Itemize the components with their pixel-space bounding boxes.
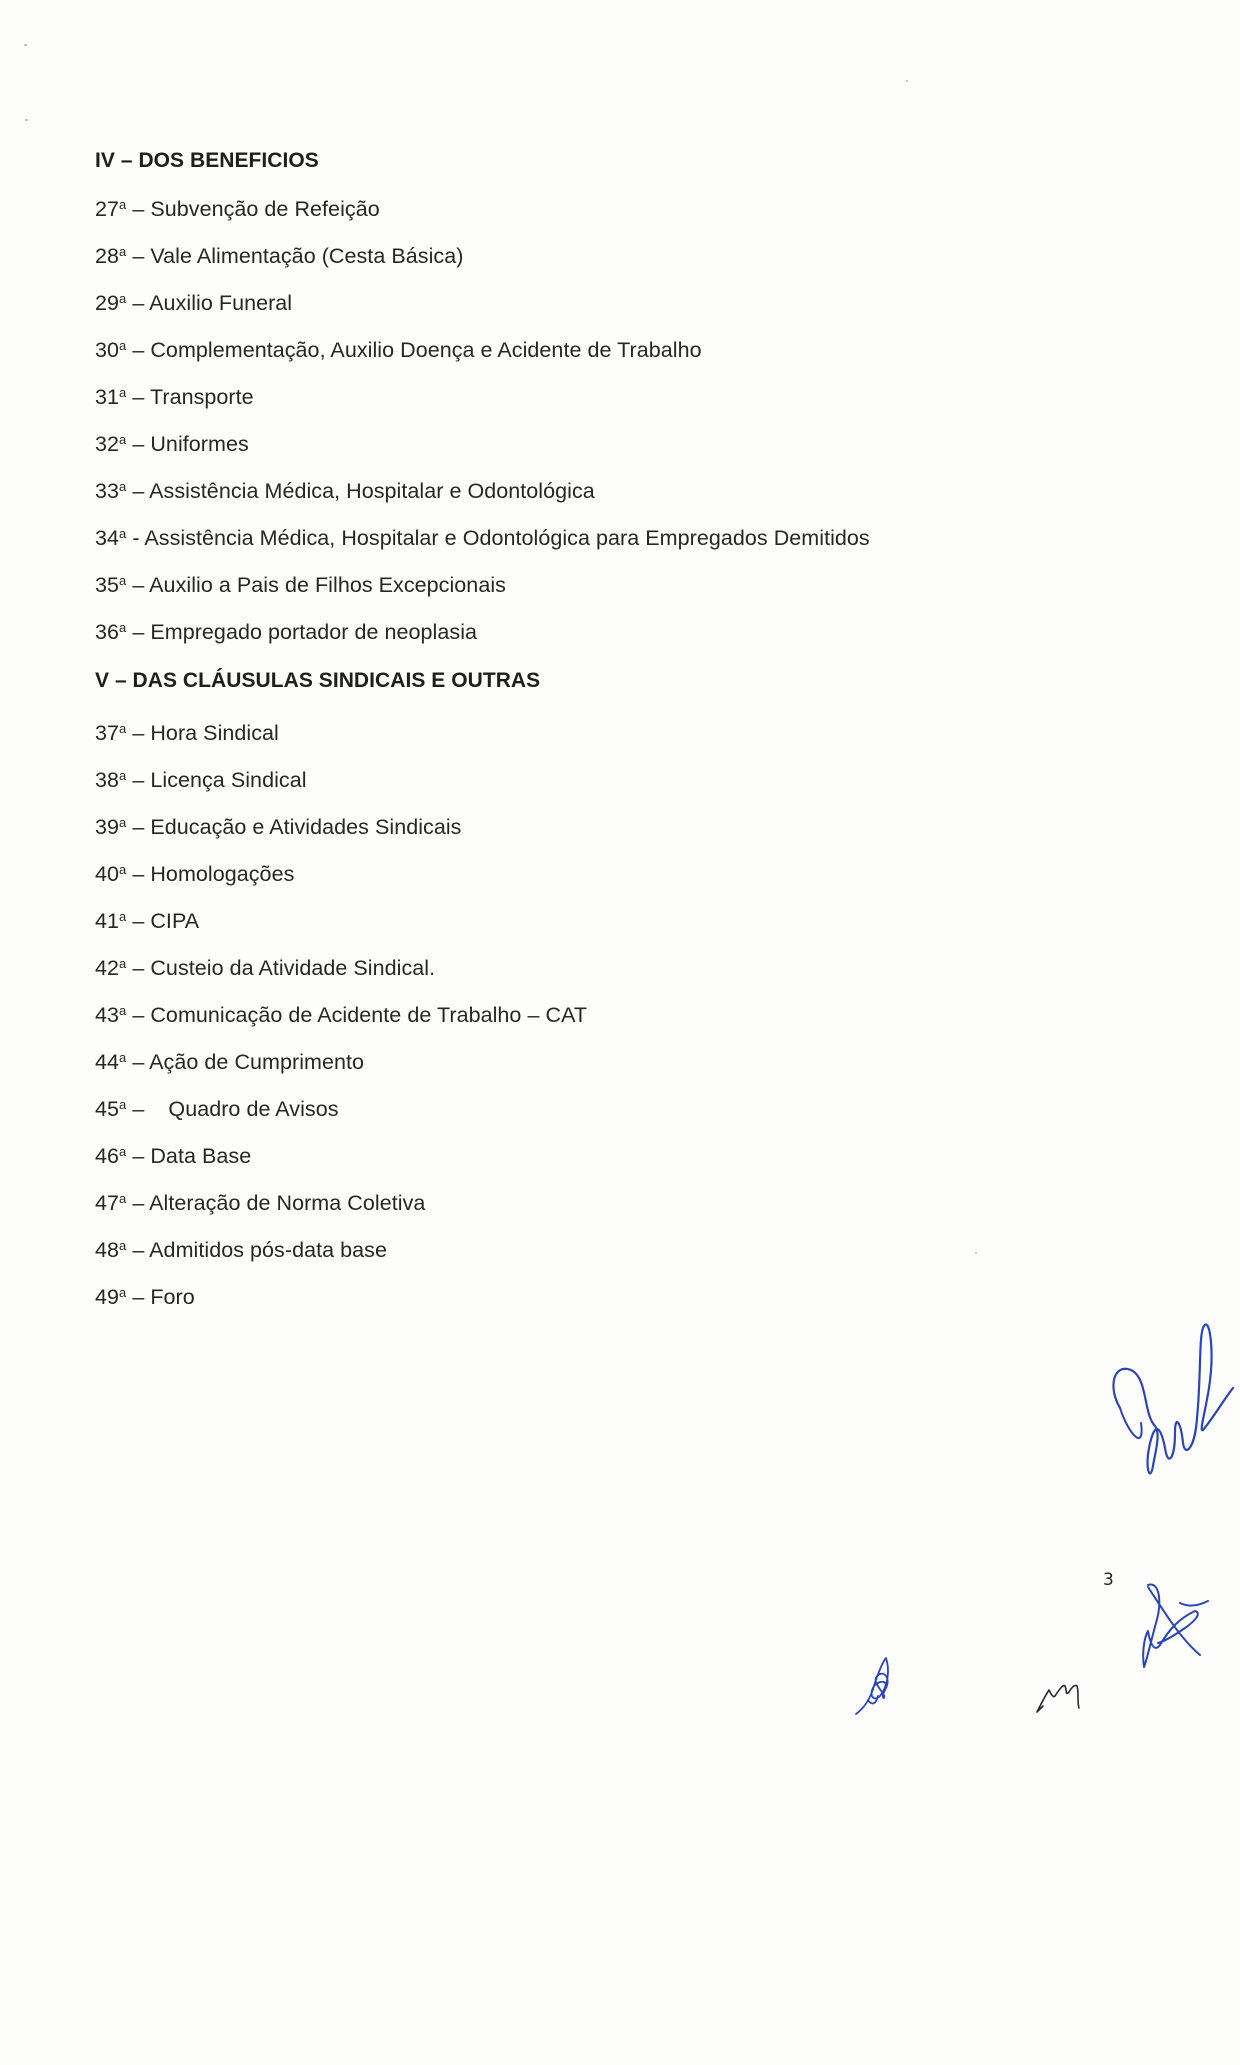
section-heading: IV – DOS BENEFICIOS <box>95 149 319 172</box>
clause-separator: – <box>126 338 151 362</box>
clause-ordinal: a <box>119 721 127 736</box>
signature-initials-3 <box>854 1656 904 1718</box>
clause-ordinal: a <box>119 291 127 306</box>
clause-number: 32 <box>95 432 120 456</box>
signature-initials-1 <box>1103 1308 1233 1493</box>
clause-title: Subvenção de Refeição <box>150 197 380 221</box>
clause-separator: – <box>126 956 151 980</box>
clause-item <box>95 1002 587 1028</box>
clause-item <box>95 337 702 363</box>
clause-separator: – <box>126 1144 151 1168</box>
clause-separator: – <box>126 385 150 409</box>
scan-speck <box>906 80 908 82</box>
scan-speck <box>975 1252 977 1254</box>
signature-stroke <box>1037 1685 1079 1712</box>
clause-title: Transporte <box>149 385 254 409</box>
clause-title: Data Base <box>150 1144 252 1168</box>
clause-number: 43 <box>95 1003 120 1027</box>
clause-number: 42 <box>95 956 120 980</box>
signature-stroke <box>1113 1324 1233 1473</box>
clause-title: Assistência Médica, Hospitalar e Odontológica <box>149 479 595 503</box>
clause-title: Foro <box>150 1285 195 1309</box>
clause-item <box>95 767 307 793</box>
clause-item <box>95 572 506 598</box>
clause-separator: – <box>126 768 151 792</box>
clause-ordinal: a <box>119 432 127 447</box>
clause-number: 34 <box>95 526 120 550</box>
clause-ordinal: a <box>119 1144 127 1159</box>
clause-item <box>95 1143 251 1169</box>
scan-speck <box>24 44 27 46</box>
page-number: 3 <box>1103 1570 1114 1590</box>
clause-title: Admitidos pós-data base <box>149 1238 387 1262</box>
clause-number: 44 <box>95 1050 120 1074</box>
clause-title: Licença Sindical <box>150 768 307 792</box>
clause-ordinal: a <box>119 956 127 971</box>
clause-number: 33 <box>95 479 120 503</box>
clause-title: Vale Alimentação (Cesta Básica) <box>150 244 464 268</box>
clause-ordinal: a <box>119 1003 127 1018</box>
clause-ordinal: a <box>119 479 127 494</box>
clause-separator: – <box>126 721 151 745</box>
clause-item <box>95 1284 195 1310</box>
clause-separator: – <box>126 909 151 933</box>
clause-title: Custeio da Atividade Sindical. <box>150 956 436 980</box>
clause-ordinal: a <box>119 526 127 541</box>
clause-separator: – <box>126 291 150 315</box>
clause-separator: – <box>126 573 150 597</box>
clause-separator: – <box>126 432 151 456</box>
clause-item <box>95 196 380 222</box>
clause-title: Quadro de Avisos <box>168 1097 339 1121</box>
clause-number: 36 <box>95 620 120 644</box>
clause-title: Assistência Médica, Hospitalar e Odontológica para Empregados Demitidos <box>144 526 870 550</box>
clause-number: 28 <box>95 244 120 268</box>
clause-number: 27 <box>95 197 120 221</box>
clause-item <box>95 1049 364 1075</box>
clause-item <box>95 720 279 746</box>
clause-ordinal: a <box>119 1191 127 1206</box>
clause-ordinal: a <box>119 1285 127 1300</box>
signature-initials-4 <box>1035 1680 1085 1716</box>
clause-ordinal: a <box>119 573 127 588</box>
clause-title: Alteração de Norma Coletiva <box>149 1191 426 1215</box>
clause-item <box>95 619 477 645</box>
clause-number: 39 <box>95 815 120 839</box>
clause-item <box>95 1096 339 1122</box>
clause-number: 38 <box>95 768 120 792</box>
clause-number: 30 <box>95 338 120 362</box>
clause-ordinal: a <box>119 620 127 635</box>
signature-stroke <box>1120 1408 1142 1438</box>
clause-separator: – <box>126 1285 151 1309</box>
clause-separator: – <box>126 1050 150 1074</box>
clause-ordinal: a <box>119 862 127 877</box>
signature-stroke <box>1143 1585 1208 1667</box>
clause-item <box>95 525 870 551</box>
clause-title: Comunicação de Acidente de Trabalho – CAT <box>150 1003 588 1027</box>
clause-item <box>95 1190 425 1216</box>
scan-speck <box>25 119 28 121</box>
clause-ordinal: a <box>119 1050 127 1065</box>
clause-ordinal: a <box>119 338 127 353</box>
clause-ordinal: a <box>119 909 127 924</box>
clause-title: Uniformes <box>150 432 249 456</box>
clause-number: 48 <box>95 1238 120 1262</box>
clause-number: 40 <box>95 862 120 886</box>
clause-title: Hora Sindical <box>150 721 279 745</box>
clause-item <box>95 908 199 934</box>
clause-title: Ação de Cumprimento <box>149 1050 365 1074</box>
clause-separator: – <box>126 197 151 221</box>
clause-item <box>95 431 249 457</box>
clause-ordinal: a <box>119 768 127 783</box>
clause-item <box>95 861 294 887</box>
clause-number: 37 <box>95 721 120 745</box>
clause-number: 29 <box>95 291 120 315</box>
clause-item <box>95 478 595 504</box>
clause-separator: – <box>126 862 151 886</box>
clause-ordinal: a <box>119 244 127 259</box>
clause-title: CIPA <box>150 909 200 933</box>
clause-title: Homologações <box>150 862 295 886</box>
clause-item <box>95 384 254 410</box>
clause-separator: – <box>126 1238 150 1262</box>
clause-number: 31 <box>95 385 120 409</box>
clause-item <box>95 1237 387 1263</box>
clause-separator: – <box>126 1191 150 1215</box>
clause-separator: – <box>126 815 151 839</box>
clause-title: Auxilio a Pais de Filhos Excepcionais <box>149 573 506 597</box>
clause-number: 46 <box>95 1144 120 1168</box>
clause-separator: – <box>126 620 151 644</box>
clause-separator: – <box>126 1003 151 1027</box>
clause-separator: – <box>126 479 150 503</box>
clause-separator: - <box>126 526 145 550</box>
clause-title: Empregado portador de neoplasia <box>150 620 478 644</box>
signature-initials-2 <box>1140 1583 1220 1673</box>
clause-ordinal: a <box>119 197 127 212</box>
clause-title: Auxilio Funeral <box>149 291 293 315</box>
clause-ordinal: a <box>119 815 127 830</box>
clause-number: 41 <box>95 909 120 933</box>
clause-title: Complementação, Auxilio Doença e Acidente de Trabalho <box>150 338 702 362</box>
clause-number: 47 <box>95 1191 120 1215</box>
clause-ordinal: a <box>119 385 127 400</box>
clause-ordinal: a <box>119 1238 127 1253</box>
clause-separator: – <box>126 1097 169 1121</box>
clause-separator: – <box>126 244 151 268</box>
clause-ordinal: a <box>119 1097 127 1112</box>
clause-number: 45 <box>95 1097 120 1121</box>
signature-stroke <box>856 1658 888 1714</box>
clause-item <box>95 290 292 316</box>
section-heading: V – DAS CLÁUSULAS SINDICAIS E OUTRAS <box>95 669 541 692</box>
clause-number: 35 <box>95 573 120 597</box>
clause-item <box>95 814 461 840</box>
clause-title: Educação e Atividades Sindicais <box>150 815 462 839</box>
clause-item <box>95 243 463 269</box>
clause-item <box>95 955 435 981</box>
clause-number: 49 <box>95 1285 120 1309</box>
